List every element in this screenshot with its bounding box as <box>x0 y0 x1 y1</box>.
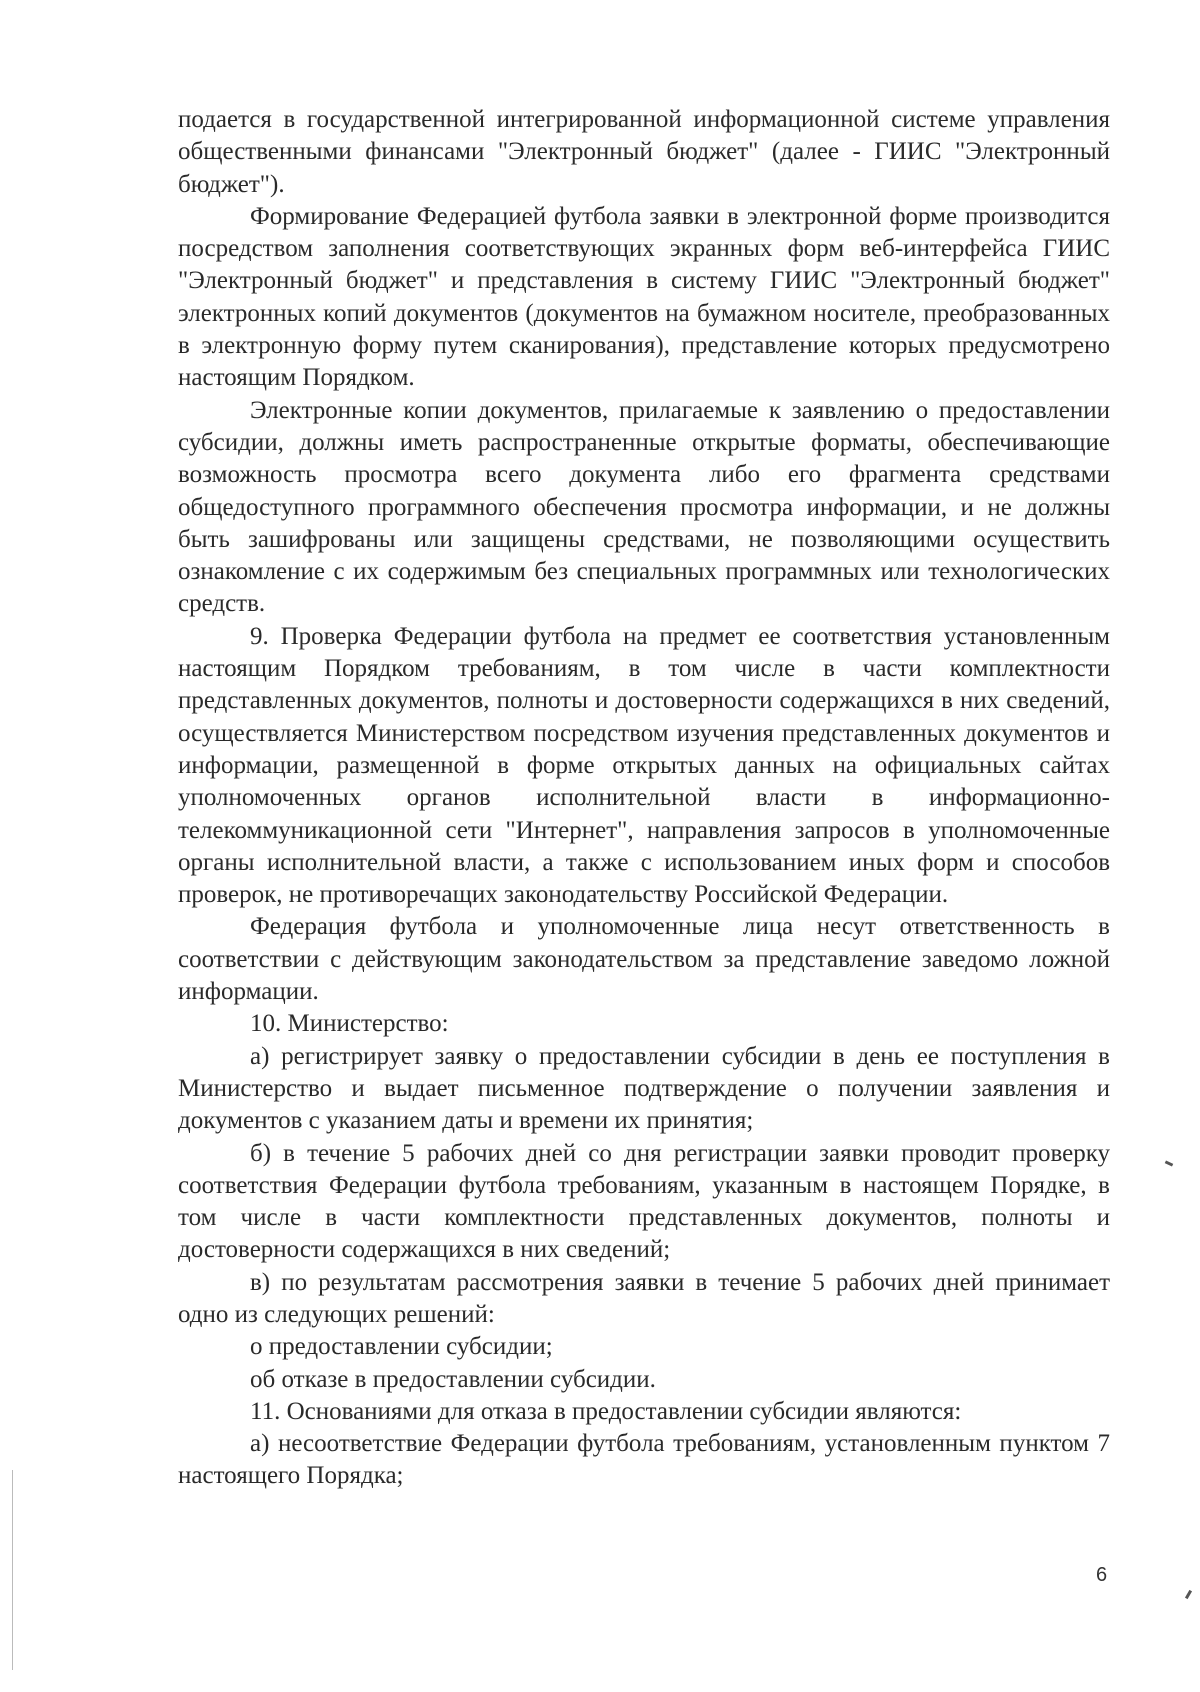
paragraph-item-10-a: а) регистрирует заявку о предоставлении субсидии в день ее поступления в Министерство и выдает письменное подтверждение о получении заявления и документов с указанием даты и времени их принятия; <box>178 1042 1110 1135</box>
paragraph-item-10-v: в) по результатам рассмотрения заявки в течение 5 рабочих дней принимает одно из следующих решений: <box>178 1268 1110 1328</box>
paragraph-responsibility: Федерация футбола и уполномоченные лица несут ответственность в соответствии с действующим законодательством за представление заведомо ложной информации. <box>178 913 1110 1006</box>
paragraph-item-11: 11. Основаниями для отказа в предоставлении субсидии являются: <box>250 1397 962 1425</box>
paragraph-continuation: подается в государственной интегрированной информационной системе управления общественными финансами "Электронный бюджет" (далее - ГИИС "Электронный бюджет"). <box>178 106 1110 198</box>
paragraph-decision-refuse: об отказе в предоставлении субсидии. <box>250 1365 656 1393</box>
scan-artifact <box>1185 1590 1192 1599</box>
scan-artifact <box>12 1470 13 1670</box>
paragraph-item-9: 9. Проверка Федерации футбола на предмет ее соответствия установленным настоящим Порядком требованиям, в том числе в части комплектности представленных документов, полноты и достоверности содержащихся в них сведений, осуществляется Министерством посредством изучения представленных документов и информации, размещенной в форме открытых данных на официальных сайтах уполномоченных органов исполнительной власти в информационно-телекоммуникационной сети "Интернет", направления запросов в уполномоченные органы исполнительной власти, а также с использованием иных форм и способов проверок, не противоречащих законодательству Российской Федерации. <box>178 622 1110 909</box>
page-number: 6 <box>1096 1564 1108 1586</box>
document-body <box>178 104 1110 1493</box>
paragraph-electronic-copies: Электронные копии документов, прилагаемые к заявлению о предоставлении субсидии, должны иметь распространенные открытые форматы, обеспечивающие возможность просмотра всего документа либо его фрагмента средствами общедоступного программного обеспечения просмотра информации, и не должны быть зашифрованы или защищены средствами, не позволяющими осуществить ознакомление с их содержимым без специальных программных или технологических средств. <box>178 396 1110 618</box>
paragraph-item-10-b: б) в течение 5 рабочих дней со дня регистрации заявки проводит проверку соответствия Федерации футбола требованиям, указанным в настоящем Порядке, в том числе в части комплектности представленных документов, полноты и достоверности содержащихся в них сведений; <box>178 1139 1110 1264</box>
paragraph-item-11-a: а) несоответствие Федерации футбола требованиям, установленным пунктом 7 настоящего Порядка; <box>178 1430 1110 1490</box>
scan-artifact <box>1165 1160 1174 1166</box>
paragraph-item-10: 10. Министерство: <box>250 1010 449 1038</box>
paragraph-application-forming: Формирование Федерацией футбола заявки в электронной форме производится посредством заполнения соответствующих экранных форм веб-интерфейса ГИИС "Электронный бюджет" и представления в систему ГИИС "Электронный бюджет" электронных копий документов (документов на бумажном носителе, преобразованных в электронную форму путем сканирования), представление которых предусмотрено настоящим Порядком. <box>178 202 1110 392</box>
paragraph-decision-grant: о предоставлении субсидии; <box>250 1333 553 1361</box>
